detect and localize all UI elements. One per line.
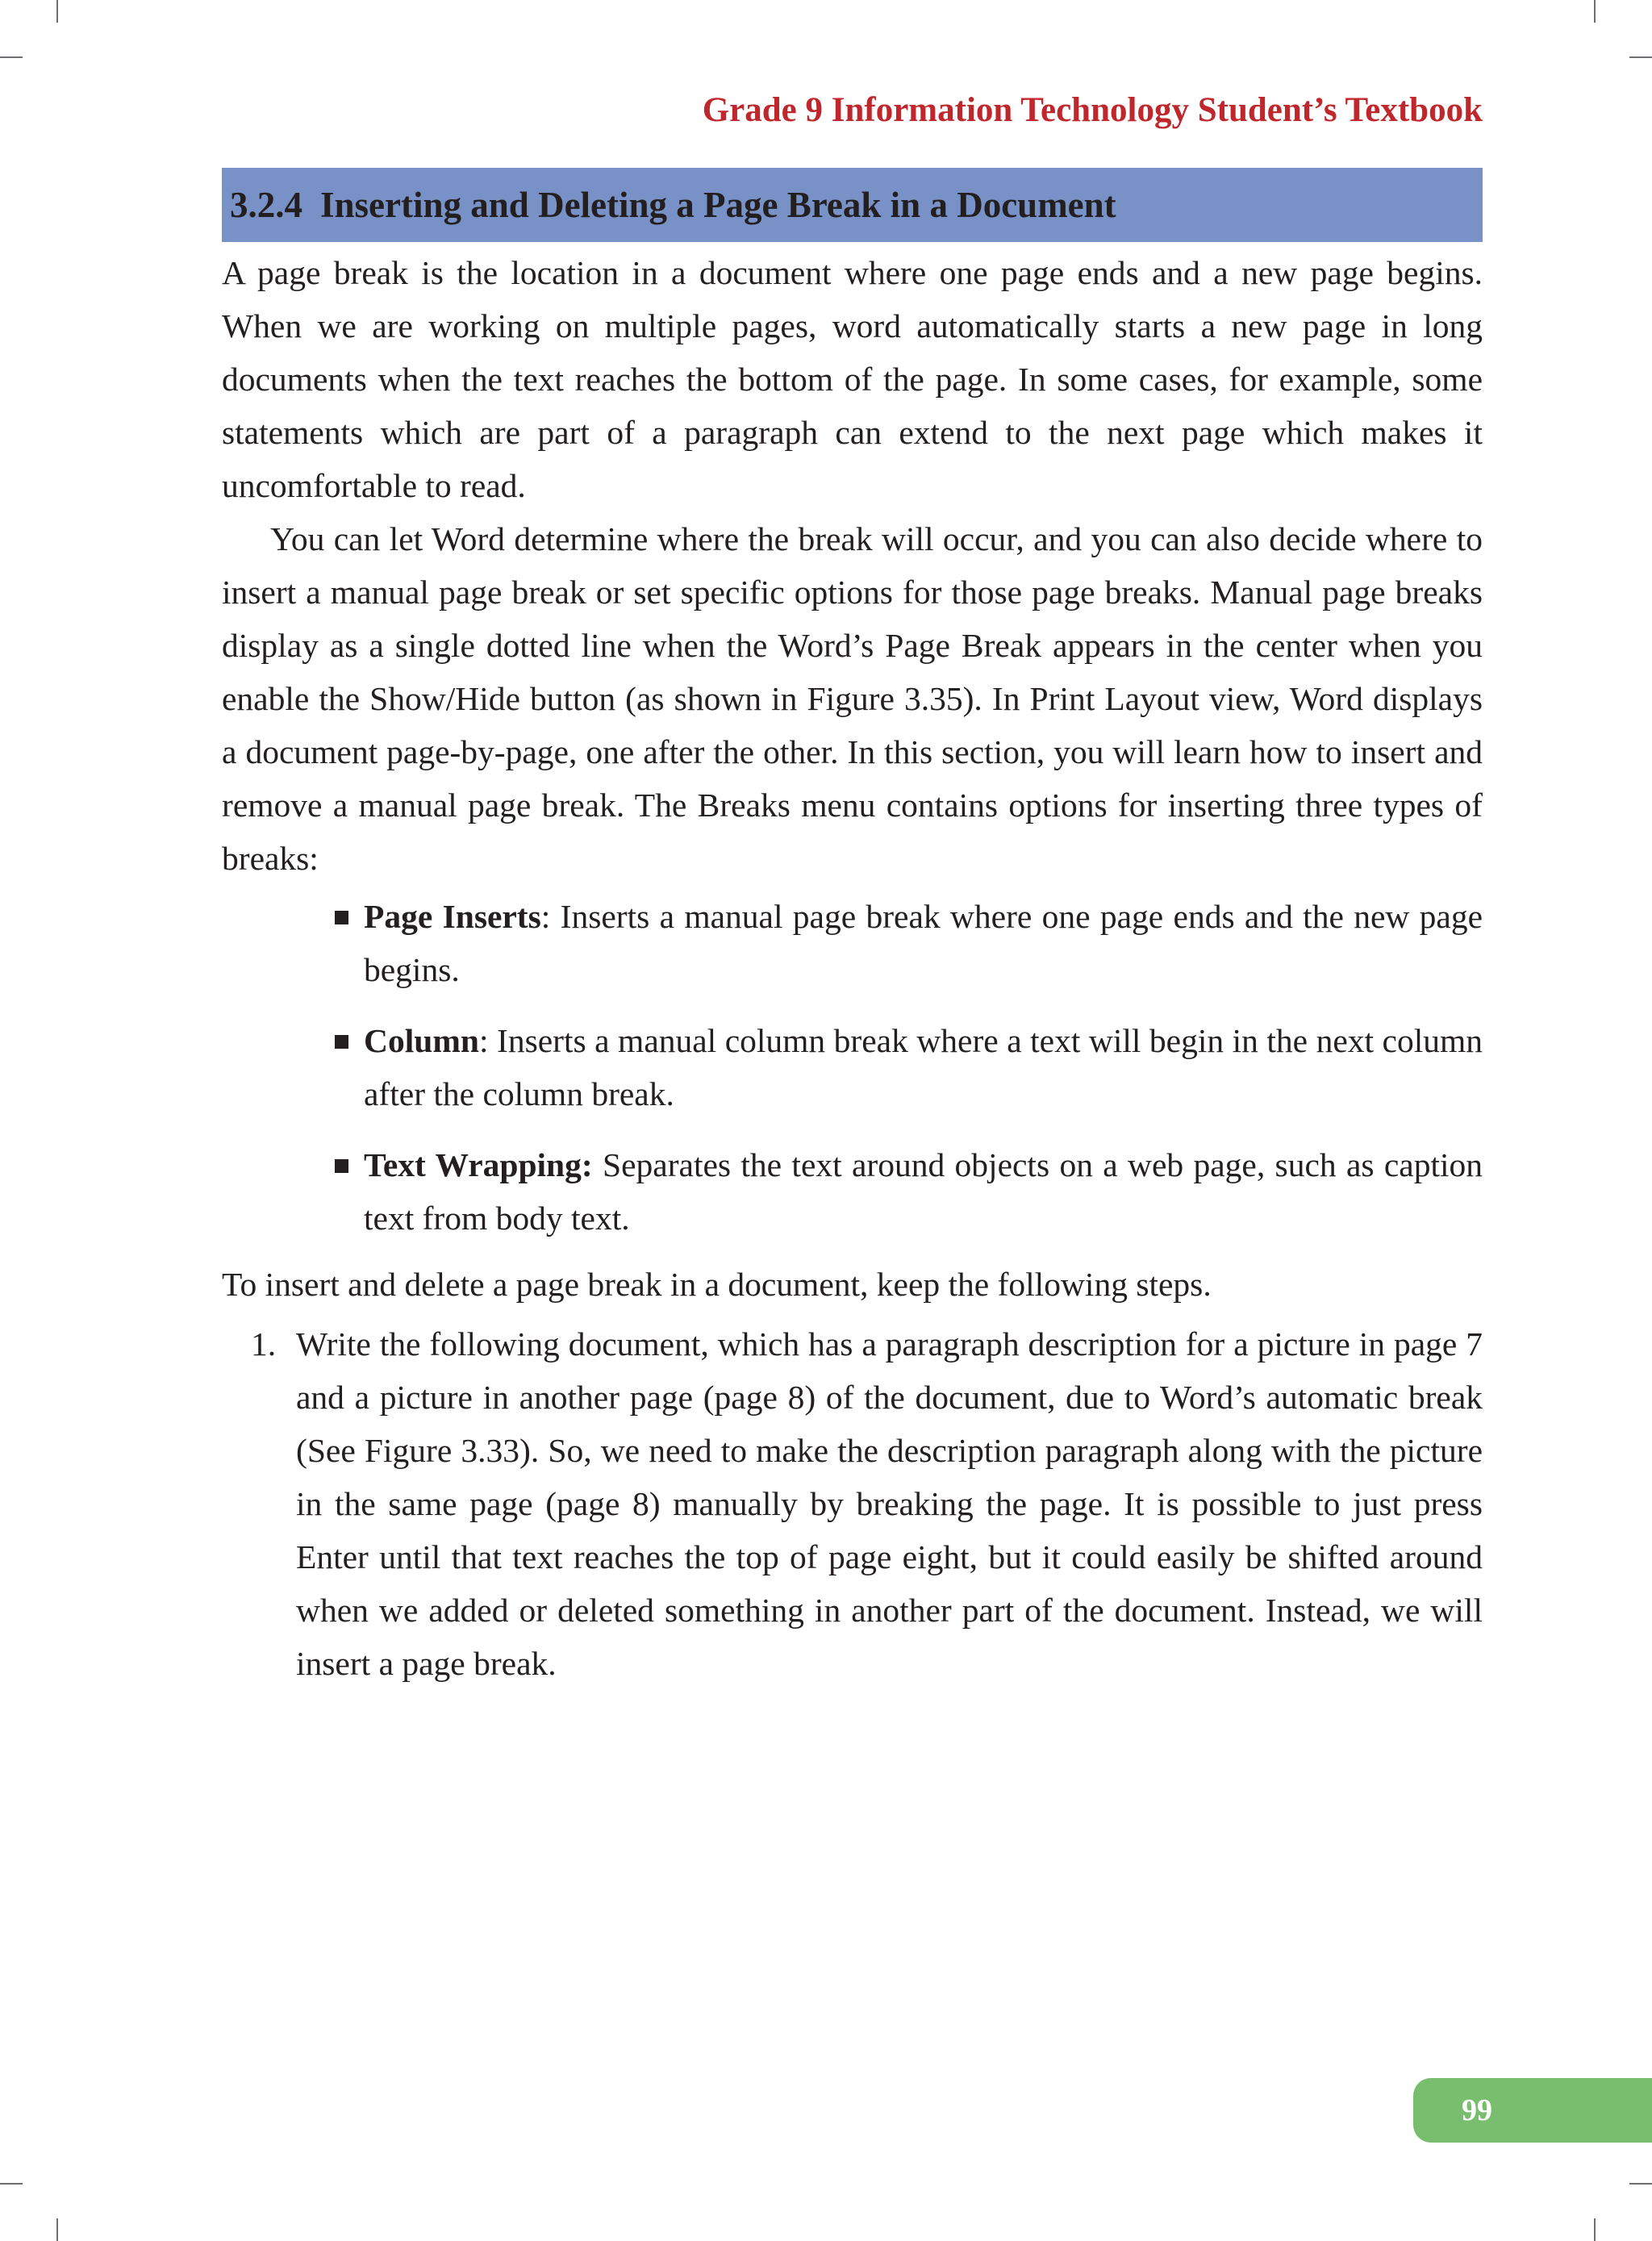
list-item <box>222 1014 1483 1120</box>
bullet-text: Separates the text around objects on a web page, such as caption text from body text. <box>364 1146 1483 1237</box>
break-types-list <box>222 890 1483 1245</box>
body-paragraph: You can let Word determine where the break will occur, and you can also decide where to insert a manual page break or set specific options for those page breaks. Manual page breaks display as a single dotted line when the Word’s Page Break appears in the center when you enable the Show/Hide button (as shown in Figure 3.35). In Print Layout view, Word displays a document page-by-page, one after the other. In this section, you will learn how to insert and remove a manual page break. The Breaks menu contains options for inserting three types of breaks: <box>222 520 1483 877</box>
crop-mark-bottom-right-h <box>1629 2183 1652 2185</box>
crop-mark-bottom-left <box>56 2218 58 2241</box>
square-bullet-icon <box>335 911 348 924</box>
page-content <box>222 246 1483 1690</box>
page-number: 99 <box>1462 2093 1492 2127</box>
section-number: 3.2.4 <box>230 185 302 225</box>
bullet-separator: : <box>540 898 551 935</box>
step-text: Write the following document, which has a paragraph description for a picture in page 7 and a picture in another page (page 8) of the document, due to Word’s automatic break (See Figure 3.33). So, we need to make the description paragraph along with the picture in the same page (page 8) manually by breaking the page. It is possible to just press Enter until that text reaches the top of page eight, but it could easily be shifted around when we added or deleted something in another part of the document. Instead, we will insert a page break. <box>296 1325 1483 1682</box>
bullet-term: Column <box>364 1022 479 1059</box>
crop-mark-bottom-left-h <box>0 2183 23 2185</box>
list-item <box>222 1317 1483 1690</box>
section-title: Inserting and Deleting a Page Break in a Document <box>320 185 1116 225</box>
steps-list <box>222 1317 1483 1690</box>
step-number: 1. <box>251 1325 277 1363</box>
list-item <box>222 1138 1483 1245</box>
list-item <box>222 890 1483 996</box>
square-bullet-icon <box>335 1035 348 1049</box>
running-header-title: Grade 9 Information Technology Student’s Textbook <box>702 91 1483 129</box>
bullet-text: Inserts a manual page break where one page ends and the new page begins. <box>364 898 1483 988</box>
body-paragraph: A page break is the location in a document where one page ends and a new page begins. When we are working on multiple pages, word automatically starts a new page in long documents when the text reaches the bottom of the page. In some cases, for example, some statements which are part of a paragraph can extend to the next page which makes it uncomfortable to read. <box>222 254 1483 504</box>
page-number-tab <box>1413 2078 1652 2143</box>
crop-mark-top-right <box>1594 0 1596 23</box>
bullet-term: Text Wrapping: <box>364 1146 593 1183</box>
bullet-term: Page Inserts <box>364 898 541 935</box>
square-bullet-icon <box>335 1159 348 1173</box>
section-heading <box>222 168 1483 242</box>
crop-mark-top-right-h <box>1629 56 1652 58</box>
crop-mark-top-left <box>56 0 58 23</box>
bullet-text: Inserts a manual column break where a text will begin in the next column after the column break. <box>364 1022 1483 1112</box>
bullet-separator: : <box>478 1022 489 1059</box>
crop-mark-top-left-h <box>0 56 23 58</box>
crop-mark-bottom-right <box>1594 2218 1596 2241</box>
steps-intro: To insert and delete a page break in a document, keep the following steps. <box>222 1266 1212 1303</box>
